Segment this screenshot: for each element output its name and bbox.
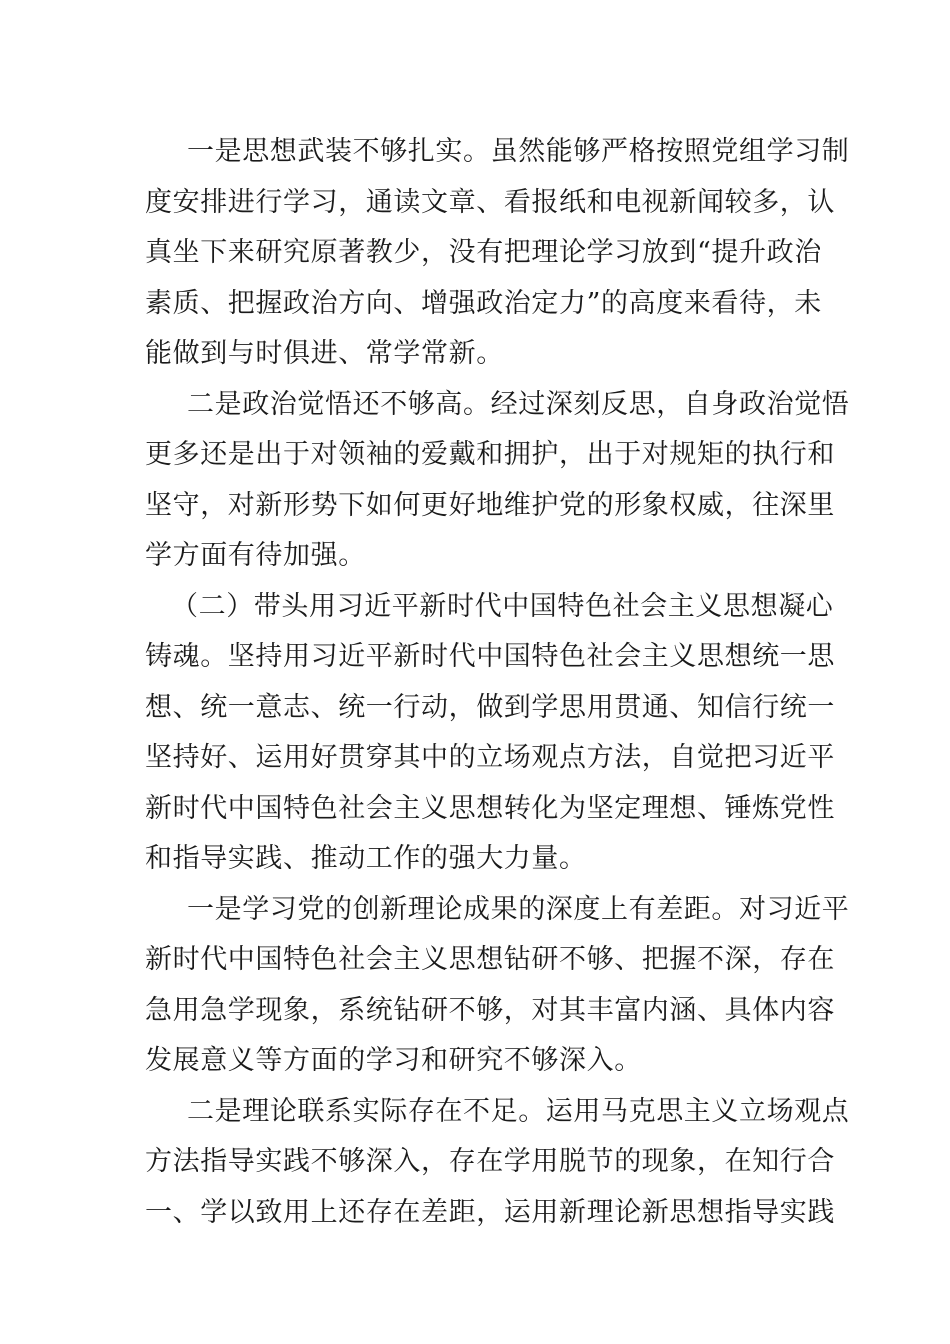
paragraph-political-awareness <box>145 380 850 582</box>
text-line: 新时代中国特色社会主义思想转化为坚定理想、锤炼党性 <box>145 792 835 824</box>
text-line: （二）带头用习近平新时代中国特色社会主义思想凝心 <box>171 590 834 622</box>
text-line: 坚守，对新形势下如何更好地维护党的形象权威，往深里 <box>145 489 835 521</box>
text-line: 度安排进行学习，通读文章、看报纸和电视新闻较多，认 <box>145 186 835 218</box>
document-body <box>145 127 850 1238</box>
paragraph-theory-practice <box>145 1087 850 1239</box>
text-line: 想、统一意志、统一行动，做到学思用贯通、知信行统一 <box>145 691 835 723</box>
text-line: 学方面有待加强。 <box>145 540 366 571</box>
text-line: 坚持好、运用好贯穿其中的立场观点方法，自觉把习近平 <box>145 742 835 773</box>
text-line: 二是政治觉悟还不够高。经过深刻反思，自身政治觉悟 <box>187 388 850 420</box>
text-line: 铸魂。坚持用习近平新时代中国特色社会主义思想统一思 <box>145 641 835 672</box>
section-heading-paragraph <box>145 582 835 885</box>
paragraph-theory-depth <box>145 885 850 1087</box>
text-line: 急用急学现象，系统钻研不够，对其丰富内涵、具体内容 <box>145 994 835 1026</box>
text-line: 素质、把握政治方向、增强政治定力”的高度来看待，未 <box>145 287 822 319</box>
text-line: 和指导实践、推动工作的强大力量。 <box>145 843 587 874</box>
text-line: 二是理论联系实际存在不足。运用马克思主义立场观点 <box>187 1095 850 1127</box>
text-line: 真坐下来研究原著教少，没有把理论学习放到“提升政治 <box>145 237 822 268</box>
paragraph-ideological-armament <box>145 127 850 380</box>
text-line: 一、学以致用上还存在差距，运用新理论新思想指导实践 <box>145 1196 835 1228</box>
text-line: 一是思想武装不够扎实。虽然能够严格按照党组学习制 <box>187 136 850 167</box>
text-line: 发展意义等方面的学习和研究不够深入。 <box>145 1045 642 1076</box>
text-line: 方法指导实践不够深入，存在学用脱节的现象，在知行合 <box>145 1146 835 1177</box>
text-line: 能做到与时俱进、常学常新。 <box>145 338 504 369</box>
text-line: 一是学习党的创新理论成果的深度上有差距。对习近平 <box>187 893 850 925</box>
text-line: 更多还是出于对领袖的爱戴和拥护，出于对规矩的执行和 <box>145 439 835 470</box>
text-line: 新时代中国特色社会主义思想钻研不够、把握不深，存在 <box>145 944 835 975</box>
